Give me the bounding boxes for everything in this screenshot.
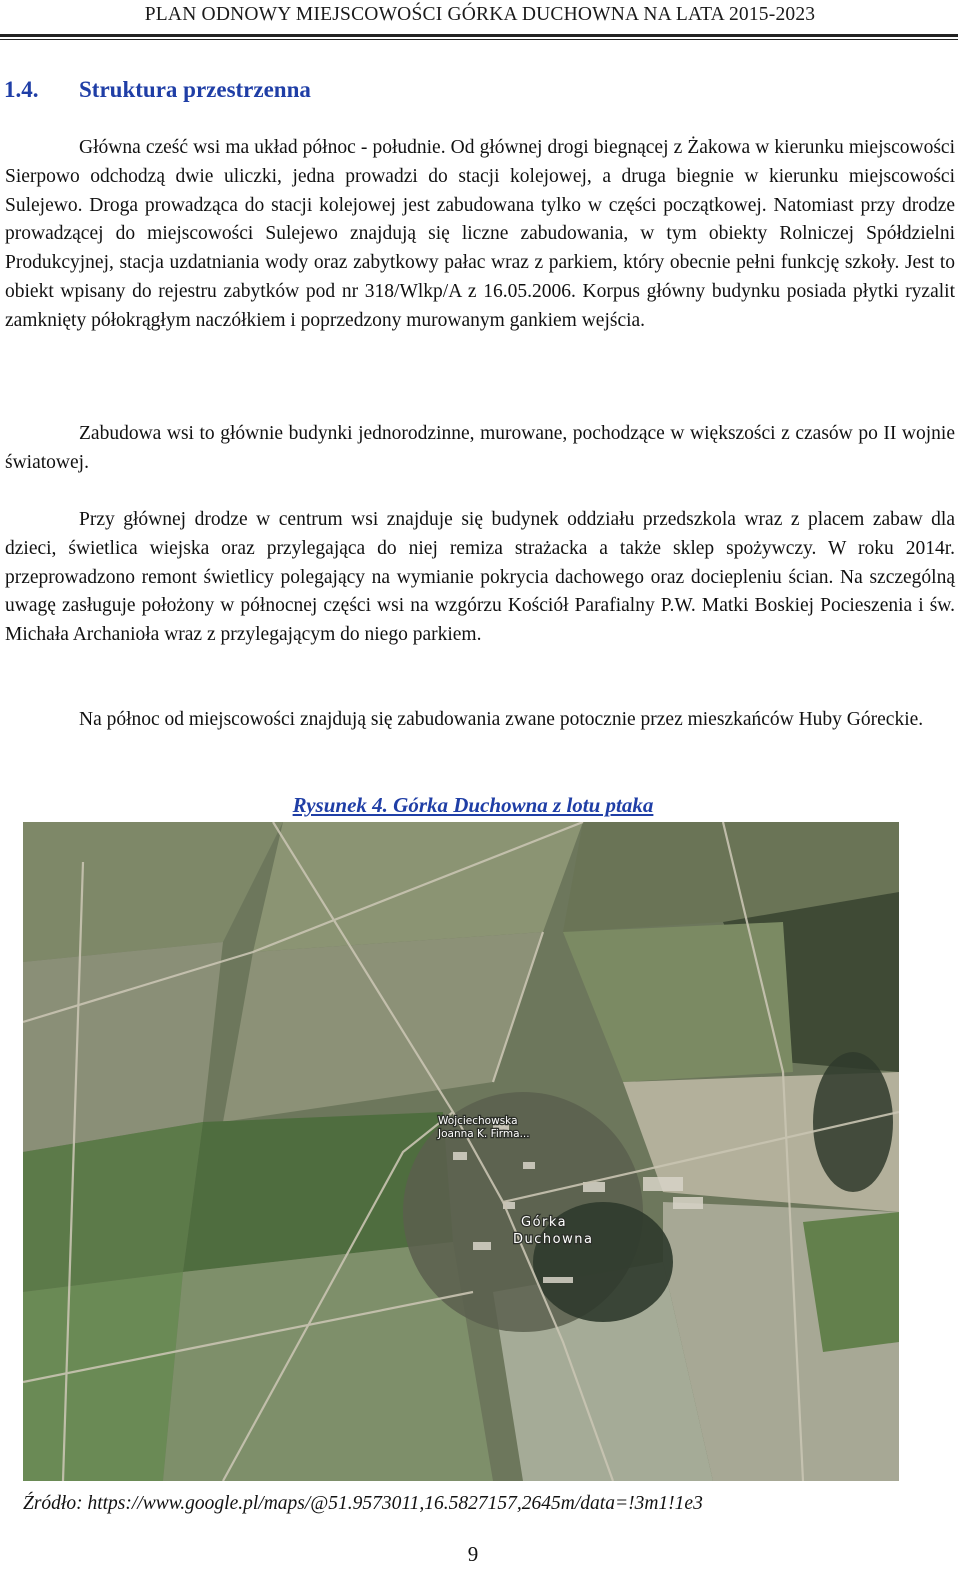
section-number: 1.4. [4,77,39,102]
page-number: 9 [467,1542,479,1566]
roof [643,1177,683,1191]
map-label-business-1: Wojciechowska [438,1115,518,1127]
section-title: Struktura przestrzenna [79,77,311,102]
header-rule-thick [0,34,958,37]
header-rule-thin [0,39,958,40]
roof [473,1242,491,1250]
paragraph-layout: Główna cześć wsi ma układ północ - południe. Od głównej drogi biegnącej z Żakowa w kierunku miejscowości Sierpowo odchodzą dwie uliczki, jedna prowadzi do stacji kolejowej, a druga biegnie w kierunku miejscowości Sulejewo. Droga prowadząca do stacji kolejowej jest zabudowana tylko w części początkowej. Natomiast przy drodze prowadzącej do miejscowości Sulejewo znajdują się liczne zabudowania, w tym obiekty Rolniczej Spółdzielni Produkcyjnej, stacja uzdatniania wody oraz zabytkowy pałac wraz z parkiem, który obecnie pełni funkcję szkoły. Jest to obiekt wpisany do rejestru zabytków pod nr 318/Wlkp/A z 16.05.2006. Korpus główny budynku posiada płytki ryzalit zamknięty półokrągłym naczółkiem i poprzedzony murowanym gankiem wejścia. [5,137,955,331]
paragraph-center: Przy głównej drodze w centrum wsi znajduje się budynek oddziału przedszkola wraz z placem zabaw dla dzieci, świetlica wiejska oraz przylegająca do niej remiza strażacka a także sklep spożywczy. W roku 2014r. przeprowadzono remont świetlicy polegający na wymianie pokrycia dachowego oraz dociepleniu ścian. Na szczególną uwagę zasługuje położony w północnej części wsi na wzgórzu Kościół Parafialny P.W. Matki Boskiej Pocieszenia i św. Michała Archanioła wraz z przylegającym do niego parkiem. [5,509,955,646]
figure-source: Źródło: https://www.google.pl/maps/@51.9573011,16.5827157,2645m/data=!3m1!1e3 [23,1493,703,1514]
field-green [23,1122,203,1292]
aerial-photo-svg [23,822,899,1481]
running-header: PLAN ODNOWY MIEJSCOWOŚCI GÓRKA DUCHOWNA NA LATA 2015-2023 [144,4,816,25]
map-label-business-2: Joanna K. Firma... [438,1128,530,1140]
field [23,942,223,1152]
roof [673,1197,703,1209]
map-label-village-2: Duchowna [513,1232,594,1247]
aerial-photo [23,822,899,1481]
map-label-village-1: Górka [521,1215,568,1230]
roof [453,1152,467,1160]
figure-caption: Rysunek 4. Górka Duchowna z lotu ptaka [292,793,654,817]
paragraph-huby: Na północ od miejscowości znajdują się zabudowania zwane potocznie przez mieszkańców Huby Góreckie. [79,709,924,730]
roof [543,1277,573,1283]
paragraph-buildings: Zabudowa wsi to głównie budynki jednorodzinne, murowane, pochodzące w większości z czasów po II wojnie światowej. [5,423,955,473]
roof [523,1162,535,1169]
